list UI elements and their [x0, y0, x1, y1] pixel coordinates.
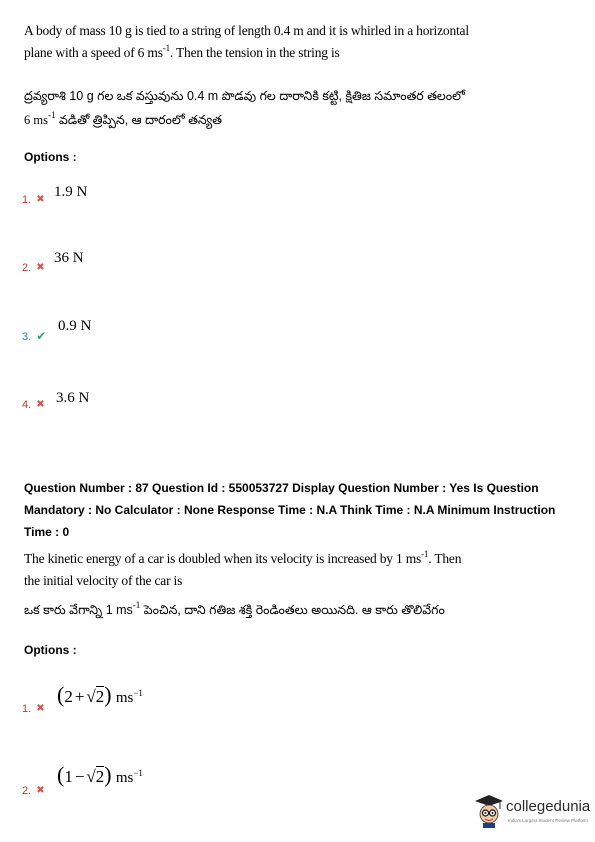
- meta-line-3: Time : 0: [24, 525, 70, 539]
- option-number: 1. ✖: [22, 703, 45, 715]
- option-number: 2. ✖: [22, 262, 45, 274]
- collegedunia-logo: [474, 792, 592, 836]
- option-value: 0.9 N: [58, 318, 92, 334]
- question-1-te-line-2: 6 $ms^{-1}$ వడితో త్రిప్పిన, ఆ దారంలో తన్యత: [24, 110, 223, 127]
- options-label-q2: Options :: [24, 643, 77, 657]
- option-value: 1.9 N: [54, 184, 88, 200]
- meta-line-1: Question Number : 87 Question Id : 550053727 Display Question Number : Yes Is Question: [24, 481, 539, 495]
- question-2-text-te: [24, 598, 589, 622]
- option-number: 3. ✔: [22, 329, 47, 343]
- question-1-te-line-1: ద్రవ్యరాశి 10 g గల ఒక వస్తువును 0.4 m పొడవు గల దారానికి కట్టి, క్షితిజ సమాంతర తలంలో: [24, 89, 465, 103]
- option-number: 1. ✖: [22, 194, 45, 206]
- option-value: 3.6 N: [56, 390, 90, 406]
- cross-icon: ✖: [36, 785, 45, 796]
- question-1-line-2: plane with a speed of 6 $ms^{-1}$. Then the tension in the string is: [24, 43, 340, 60]
- mascot-icon: [474, 794, 504, 828]
- logo-tagline: India's Largest Student Review Platform: [508, 818, 588, 823]
- logo-wordmark: collegedunia: [506, 798, 591, 815]
- meta-line-2: Mandatory : No Calculator : None Response Time : N.A Think Time : N.A Minimum Instruction: [24, 503, 556, 517]
- question-2-meta: [24, 477, 589, 543]
- question-1-text-en: [24, 20, 584, 64]
- cross-icon: ✖: [36, 194, 45, 205]
- question-2-text-en: [24, 548, 584, 592]
- question-1-text-te: [24, 84, 589, 132]
- question-2-te-line-1: ఒక కారు వేగాన్ని 1 $ms^{-1}$ పెంచిన, దాని గతిజ శక్తి రెండింతలు అయినది. ఆ కారు తొలివేగం: [24, 600, 445, 617]
- question-1-line-1: A body of mass 10 g is tied to a string of length 0.4 m and it is whirled in a horizontal: [24, 23, 469, 38]
- question-2-line-2: the initial velocity of the car is: [24, 573, 183, 588]
- option-expression: (1 − √2) $ms^{-1}$: [57, 762, 143, 787]
- cross-icon: ✖: [36, 703, 45, 714]
- option-value: 36 N: [54, 250, 84, 266]
- cross-icon: ✖: [36, 399, 45, 410]
- cross-icon: ✖: [36, 262, 45, 273]
- option-number: 4. ✖: [22, 399, 45, 411]
- check-icon: ✔: [36, 329, 47, 343]
- option-expression: (2 + √2) $ms^{-1}$: [57, 682, 143, 707]
- option-number: 2. ✖: [22, 785, 45, 797]
- options-label-q1: Options :: [24, 150, 77, 164]
- question-2-line-1: The kinetic energy of a car is doubled when its velocity is increased by 1 $ms^{-1}$. Then: [24, 549, 462, 566]
